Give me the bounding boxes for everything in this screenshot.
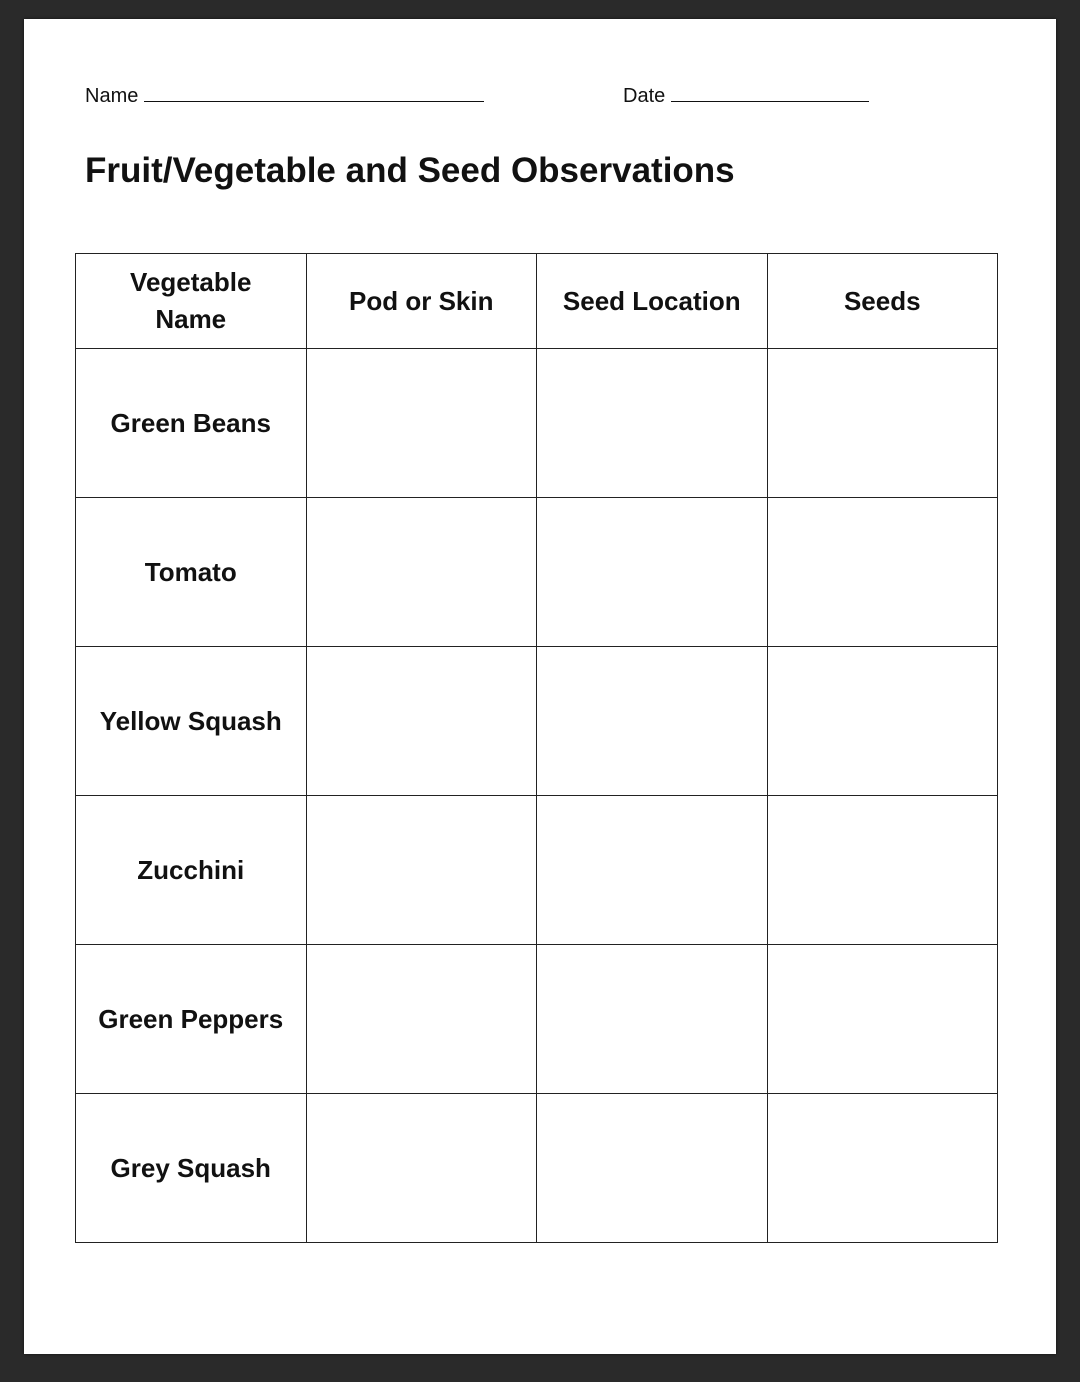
date-label: Date [623, 85, 666, 107]
pod-or-skin-cell[interactable] [306, 1094, 537, 1243]
date-field [623, 83, 869, 108]
seed-location-cell[interactable] [537, 647, 768, 796]
table-row [76, 796, 998, 945]
vegetable-name-cell: Green Beans [76, 349, 307, 498]
column-header-vegetable-name: Vegetable Name [76, 254, 307, 349]
vegetable-name-cell: Yellow Squash [76, 647, 307, 796]
seeds-cell[interactable] [767, 349, 998, 498]
seed-location-cell[interactable] [537, 796, 768, 945]
pod-or-skin-cell[interactable] [306, 349, 537, 498]
vegetable-name-cell: Green Peppers [76, 945, 307, 1094]
date-blank-line[interactable] [671, 83, 869, 102]
column-header-seeds: Seeds [767, 254, 998, 349]
seeds-cell[interactable] [767, 796, 998, 945]
name-blank-line[interactable] [144, 83, 484, 102]
table-row [76, 945, 998, 1094]
page-title: Fruit/Vegetable and Seed Observations [85, 151, 735, 190]
vegetable-name-cell: Tomato [76, 498, 307, 647]
seed-location-cell[interactable] [537, 1094, 768, 1243]
pod-or-skin-cell[interactable] [306, 498, 537, 647]
column-header-pod-or-skin: Pod or Skin [306, 254, 537, 349]
table-row [76, 647, 998, 796]
column-header-seed-location: Seed Location [537, 254, 768, 349]
pod-or-skin-cell[interactable] [306, 647, 537, 796]
seeds-cell[interactable] [767, 1094, 998, 1243]
vegetable-name-cell: Grey Squash [76, 1094, 307, 1243]
seed-location-cell[interactable] [537, 498, 768, 647]
worksheet-page [24, 19, 1056, 1354]
table-header-row [76, 254, 998, 349]
name-label: Name [85, 85, 139, 107]
pod-or-skin-cell[interactable] [306, 796, 537, 945]
table-row [76, 349, 998, 498]
seeds-cell[interactable] [767, 945, 998, 1094]
seeds-cell[interactable] [767, 498, 998, 647]
pod-or-skin-cell[interactable] [306, 945, 537, 1094]
seeds-cell[interactable] [767, 647, 998, 796]
name-field [85, 83, 484, 108]
table-row [76, 498, 998, 647]
table-row [76, 1094, 998, 1243]
observation-table [75, 253, 998, 1243]
vegetable-name-cell: Zucchini [76, 796, 307, 945]
seed-location-cell[interactable] [537, 349, 768, 498]
seed-location-cell[interactable] [537, 945, 768, 1094]
